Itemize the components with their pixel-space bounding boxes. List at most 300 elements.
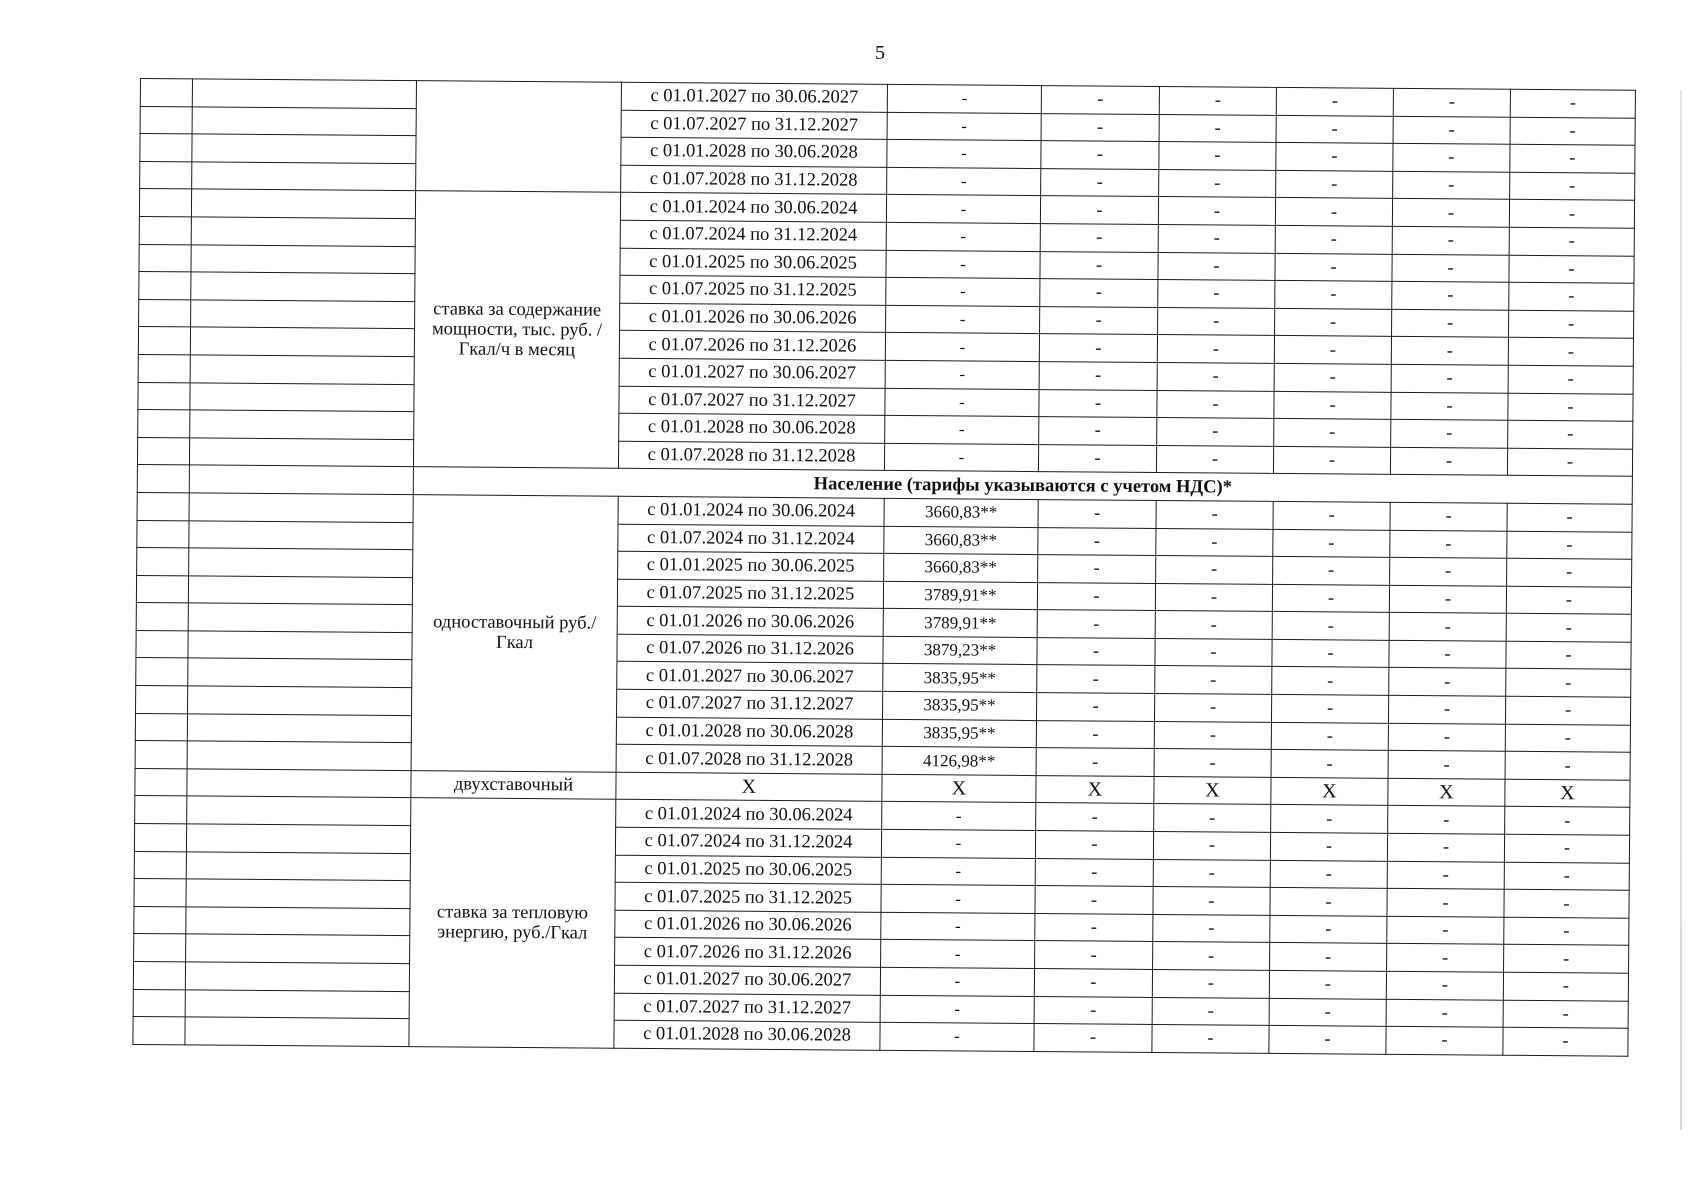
organization-cell — [188, 631, 412, 660]
organization-cell — [190, 410, 414, 439]
period-cell: с 01.07.2024 по 31.12.2024 — [618, 524, 884, 554]
period-cell: с 01.01.2024 по 30.06.2024 — [618, 496, 884, 526]
organization-cell — [192, 162, 416, 191]
dash-cell: - — [1270, 943, 1387, 972]
dash-cell: - — [1272, 667, 1389, 696]
dash-cell: - — [1505, 807, 1630, 836]
group-label-continued — [416, 81, 622, 193]
period-cell: с 01.07.2027 по 31.12.2027 — [616, 689, 882, 719]
organization-cell — [192, 134, 416, 163]
x-mark-cell: X — [616, 772, 882, 802]
dash-cell: - — [1041, 113, 1159, 142]
dash-cell: - — [1504, 862, 1629, 891]
period-cell: с 01.01.2024 по 30.06.2024 — [616, 800, 882, 830]
dash-cell: - — [1272, 639, 1389, 668]
organization-cell — [185, 989, 409, 1018]
row-number-cell — [140, 79, 192, 107]
dash-cell: - — [1040, 251, 1158, 280]
page-number: 5 — [875, 42, 885, 64]
dash-cell: - — [1158, 280, 1275, 309]
dash-cell: - — [1272, 612, 1389, 641]
dash-cell: - — [1388, 751, 1505, 780]
dash-cell: - — [1388, 723, 1505, 752]
dash-cell: - — [1504, 834, 1629, 863]
period-cell: с 01.01.2027 по 30.06.2027 — [619, 358, 885, 388]
period-cell: с 01.01.2028 по 30.06.2028 — [614, 1020, 880, 1050]
dash-cell: - — [1035, 831, 1153, 860]
value-cell: 3660,83** — [884, 526, 1038, 555]
value-cell: 3835,95** — [882, 691, 1036, 720]
row-number-cell — [135, 713, 187, 741]
dash-cell: - — [1154, 721, 1271, 750]
dash-cell: - — [1274, 336, 1391, 365]
dash-cell: - — [1503, 1000, 1628, 1029]
row-number-cell — [137, 520, 189, 548]
dash-cell: - — [1388, 806, 1505, 835]
organization-cell — [190, 382, 414, 411]
dash-cell: - — [1155, 666, 1272, 695]
value-cell: - — [881, 829, 1035, 858]
value-cell: - — [886, 250, 1040, 279]
dash-cell: - — [1275, 253, 1392, 282]
value-cell: 3789,91** — [883, 609, 1037, 638]
dash-cell: - — [1153, 887, 1270, 916]
dash-cell: - — [1509, 227, 1634, 256]
value-cell: - — [880, 995, 1034, 1024]
value-cell: 3835,95** — [883, 664, 1037, 693]
row-number-cell — [133, 961, 185, 989]
value-cell: 3660,83** — [884, 498, 1038, 527]
dash-cell: - — [1387, 833, 1504, 862]
dash-cell: - — [1036, 748, 1154, 777]
value-cell: - — [881, 912, 1035, 941]
period-cell: с 01.01.2025 по 30.06.2025 — [615, 855, 881, 885]
dash-cell: - — [1273, 501, 1390, 530]
dash-cell: - — [1156, 500, 1273, 529]
dash-cell: - — [1157, 362, 1274, 391]
dash-cell: - — [1270, 888, 1387, 917]
dash-cell: - — [1505, 696, 1630, 725]
group-label-heat-energy: ставка за тепловую энергию, руб./Гкал — [409, 798, 616, 1048]
value-cell: - — [887, 167, 1041, 196]
dash-cell: - — [1159, 87, 1276, 116]
dash-cell: - — [1276, 87, 1393, 116]
dash-cell: - — [1269, 970, 1386, 999]
row-number-cell — [140, 134, 192, 162]
dash-cell: - — [1039, 334, 1157, 363]
dash-cell: - — [1034, 969, 1152, 998]
value-cell: - — [886, 278, 1040, 307]
dash-cell: - — [1041, 141, 1159, 170]
organization-cell — [189, 438, 413, 467]
organization-cell — [188, 576, 412, 605]
row-number-cell — [134, 824, 186, 852]
period-cell: с 01.01.2026 по 30.06.2026 — [615, 910, 881, 940]
value-cell: 3835,95** — [882, 719, 1036, 748]
dash-cell: - — [1271, 805, 1388, 834]
dash-cell: - — [1507, 503, 1632, 532]
dash-cell: - — [1156, 528, 1273, 557]
organization-cell — [190, 327, 414, 356]
period-cell: с 01.01.2027 по 30.06.2027 — [621, 82, 887, 112]
dash-cell: - — [1507, 448, 1632, 477]
dash-cell: - — [1389, 585, 1506, 614]
organization-cell — [187, 714, 411, 743]
period-cell: с 01.01.2028 по 30.06.2028 — [616, 717, 882, 747]
group-label-two-rate: двухставочный — [411, 770, 616, 799]
dash-cell: - — [1039, 362, 1157, 391]
period-cell: с 01.01.2024 по 30.06.2024 — [620, 193, 886, 223]
dash-cell: - — [1152, 1025, 1269, 1054]
row-number-cell — [140, 161, 192, 189]
x-mark-cell: X — [882, 774, 1036, 803]
row-number-cell — [139, 244, 191, 272]
row-number-cell — [134, 906, 186, 934]
value-cell: - — [880, 967, 1034, 996]
dash-cell: - — [1391, 364, 1508, 393]
organization-cell — [189, 465, 413, 494]
dash-cell: - — [1156, 556, 1273, 585]
value-cell: 4126,98** — [882, 747, 1036, 776]
dash-cell: - — [1390, 557, 1507, 586]
dash-cell: - — [1155, 638, 1272, 667]
dash-cell: - — [1507, 558, 1632, 587]
organization-cell — [191, 217, 415, 246]
dash-cell: - — [1153, 832, 1270, 861]
dash-cell: - — [1274, 419, 1391, 448]
dash-cell: - — [1273, 446, 1390, 475]
row-number-cell — [135, 768, 187, 796]
row-number-cell — [137, 465, 189, 493]
x-mark-cell: X — [1036, 775, 1154, 804]
value-cell: - — [886, 305, 1040, 334]
row-number-cell — [139, 216, 191, 244]
x-mark-cell: X — [1388, 778, 1505, 807]
dash-cell: - — [1041, 168, 1159, 197]
organization-cell — [190, 355, 414, 384]
period-cell: с 01.07.2028 по 31.12.2028 — [616, 745, 882, 775]
dash-cell: - — [1505, 724, 1630, 753]
dash-cell: - — [1271, 722, 1388, 751]
organization-cell — [187, 796, 411, 825]
organization-cell — [192, 79, 416, 108]
period-cell: с 01.07.2027 по 31.12.2027 — [619, 386, 885, 416]
dash-cell: - — [1158, 224, 1275, 253]
dash-cell: - — [1390, 447, 1507, 476]
dash-cell: - — [1155, 611, 1272, 640]
dash-cell: - — [1391, 419, 1508, 448]
organization-cell — [186, 879, 410, 908]
row-number-cell — [138, 382, 190, 410]
row-number-cell — [139, 299, 191, 327]
dash-cell: - — [1391, 337, 1508, 366]
dash-cell: - — [1386, 1027, 1503, 1056]
dash-cell: - — [1274, 363, 1391, 392]
dash-cell: - — [1037, 665, 1155, 694]
organization-cell — [189, 548, 413, 577]
row-number-cell — [137, 548, 189, 576]
value-cell: - — [887, 112, 1041, 141]
dash-cell: - — [1037, 582, 1155, 611]
value-cell: - — [885, 333, 1039, 362]
dash-cell: - — [1386, 999, 1503, 1028]
dash-cell: - — [1275, 225, 1392, 254]
dash-cell: - — [1035, 941, 1153, 970]
period-cell: с 01.07.2028 по 31.12.2028 — [621, 165, 887, 195]
row-number-cell — [136, 658, 188, 686]
scan-binding-edge — [1680, 90, 1682, 1130]
dash-cell: - — [1158, 197, 1275, 226]
organization-cell — [186, 852, 410, 881]
dash-cell: - — [1037, 637, 1155, 666]
dash-cell: - — [1509, 310, 1634, 339]
period-cell: с 01.07.2027 по 31.12.2027 — [621, 110, 887, 140]
section-header: Население (тарифы указываются с учетом НДС)* — [413, 467, 1632, 504]
dash-cell: - — [1276, 143, 1393, 172]
period-cell: с 01.07.2028 по 31.12.2028 — [618, 441, 884, 471]
row-number-cell — [136, 603, 188, 631]
dash-cell: - — [1036, 803, 1154, 832]
organization-cell — [186, 907, 410, 936]
dash-cell: - — [1270, 832, 1387, 861]
dash-cell: - — [1393, 88, 1510, 117]
dash-cell: - — [1036, 693, 1154, 722]
row-number-cell — [138, 410, 190, 438]
dash-cell: - — [1039, 389, 1157, 418]
dash-cell: - — [1387, 889, 1504, 918]
row-number-cell — [134, 851, 186, 879]
dash-cell: - — [1393, 171, 1510, 200]
dash-cell: - — [1276, 115, 1393, 144]
dash-cell: - — [1508, 420, 1633, 449]
dash-cell: - — [1274, 391, 1391, 420]
row-number-cell — [138, 327, 190, 355]
value-cell: 3879,23** — [883, 636, 1037, 665]
dash-cell: - — [1390, 502, 1507, 531]
row-number-cell — [135, 796, 187, 824]
dash-cell: - — [1157, 390, 1274, 419]
dash-cell: - — [1270, 915, 1387, 944]
dash-cell: - — [1034, 996, 1152, 1025]
period-cell: с 01.07.2025 по 31.12.2025 — [615, 882, 881, 912]
dash-cell: - — [1506, 614, 1631, 643]
x-mark-cell: X — [1271, 777, 1388, 806]
period-cell: с 01.07.2026 по 31.12.2026 — [617, 634, 883, 664]
dash-cell: - — [1157, 418, 1274, 447]
dash-cell: - — [1154, 749, 1271, 778]
dash-cell: - — [1038, 555, 1156, 584]
dash-cell: - — [1159, 142, 1276, 171]
dash-cell: - — [1035, 858, 1153, 887]
dash-cell: - — [1388, 695, 1505, 724]
dash-cell: - — [1040, 306, 1158, 335]
dash-cell: - — [1508, 365, 1633, 394]
group-label-single-rate: одноставочный руб./Гкал — [411, 495, 618, 773]
value-cell: - — [886, 222, 1040, 251]
dash-cell: - — [1040, 224, 1158, 253]
row-number-cell — [133, 989, 185, 1017]
dash-cell: - — [1387, 861, 1504, 890]
period-cell: с 01.01.2025 по 30.06.2025 — [618, 551, 884, 581]
dash-cell: - — [1510, 144, 1635, 173]
row-number-cell — [136, 575, 188, 603]
row-number-cell — [138, 354, 190, 382]
organization-cell — [187, 741, 411, 770]
dash-cell: - — [1387, 944, 1504, 973]
row-number-cell — [137, 492, 189, 520]
period-cell: с 01.01.2025 по 30.06.2025 — [620, 248, 886, 278]
row-number-cell — [139, 272, 191, 300]
dash-cell: - — [1035, 913, 1153, 942]
dash-cell: - — [1159, 114, 1276, 143]
dash-cell: - — [1276, 170, 1393, 199]
dash-cell: - — [1158, 307, 1275, 336]
dash-cell: - — [1271, 750, 1388, 779]
dash-cell: - — [1509, 282, 1634, 311]
organization-cell — [187, 769, 411, 798]
period-cell: с 01.07.2024 по 31.12.2024 — [615, 827, 881, 857]
period-cell: с 01.07.2025 по 31.12.2025 — [620, 275, 886, 305]
dash-cell: - — [1506, 669, 1631, 698]
period-cell: с 01.01.2028 по 30.06.2028 — [619, 413, 885, 443]
group-label-capacity: ставка за содержание мощности, тыс. руб. /Гкал/ч в месяц — [413, 191, 620, 469]
dash-cell: - — [1393, 116, 1510, 145]
organization-cell — [185, 962, 409, 991]
dash-cell: - — [1390, 530, 1507, 559]
dash-cell: - — [1275, 281, 1392, 310]
dash-cell: - — [1035, 886, 1153, 915]
period-cell: с 01.07.2025 по 31.12.2025 — [617, 579, 883, 609]
dash-cell: - — [1153, 914, 1270, 943]
dash-cell: - — [1040, 279, 1158, 308]
x-mark-cell: X — [1505, 779, 1630, 808]
organization-cell — [189, 493, 413, 522]
row-number-cell — [140, 106, 192, 134]
tariff-table — [132, 78, 1636, 1057]
dash-cell: - — [1508, 393, 1633, 422]
organization-cell — [185, 1017, 409, 1046]
row-number-cell — [136, 686, 188, 714]
dash-cell: - — [1269, 1026, 1386, 1055]
dash-cell: - — [1156, 445, 1273, 474]
row-number-cell — [135, 741, 187, 769]
period-cell: с 01.01.2026 по 30.06.2026 — [617, 607, 883, 637]
dash-cell: - — [1270, 860, 1387, 889]
dash-cell: - — [1152, 969, 1269, 998]
x-mark-cell: X — [1154, 776, 1271, 805]
organization-cell — [191, 300, 415, 329]
dash-cell: - — [1504, 945, 1629, 974]
dash-cell: - — [1510, 89, 1635, 118]
dash-cell: - — [1158, 252, 1275, 281]
dash-cell: - — [1508, 338, 1633, 367]
dash-cell: - — [1392, 281, 1509, 310]
period-cell: с 01.01.2026 по 30.06.2026 — [620, 303, 886, 333]
dash-cell: - — [1510, 172, 1635, 201]
dash-cell: - — [1153, 859, 1270, 888]
value-cell: - — [882, 802, 1036, 831]
value-cell: - — [885, 360, 1039, 389]
dash-cell: - — [1387, 916, 1504, 945]
dash-cell: - — [1159, 169, 1276, 198]
dash-cell: - — [1505, 751, 1630, 780]
value-cell: - — [880, 1023, 1034, 1052]
dash-cell: - — [1506, 641, 1631, 670]
dash-cell: - — [1041, 86, 1159, 115]
dash-cell: - — [1389, 640, 1506, 669]
dash-cell: - — [1389, 668, 1506, 697]
dash-cell: - — [1392, 254, 1509, 283]
dash-cell: - — [1392, 226, 1509, 255]
value-cell: - — [886, 195, 1040, 224]
dash-cell: - — [1273, 529, 1390, 558]
period-cell: с 01.01.2027 по 30.06.2027 — [614, 965, 880, 995]
dash-cell: - — [1275, 198, 1392, 227]
period-cell: с 01.01.2028 по 30.06.2028 — [621, 137, 887, 167]
period-cell: с 01.07.2026 по 31.12.2026 — [615, 938, 881, 968]
row-number-cell — [133, 1017, 185, 1045]
value-cell: - — [885, 388, 1039, 417]
dash-cell: - — [1506, 586, 1631, 615]
dash-cell: - — [1037, 610, 1155, 639]
period-cell: с 01.01.2027 по 30.06.2027 — [617, 662, 883, 692]
organization-cell — [192, 107, 416, 136]
dash-cell: - — [1153, 942, 1270, 971]
row-number-cell — [139, 189, 191, 217]
dash-cell: - — [1038, 527, 1156, 556]
dash-cell: - — [1503, 1027, 1628, 1056]
row-number-cell — [134, 879, 186, 907]
organization-cell — [188, 658, 412, 687]
organization-cell — [191, 244, 415, 273]
value-cell: - — [887, 140, 1041, 169]
dash-cell: - — [1157, 335, 1274, 364]
value-cell: - — [884, 443, 1038, 472]
dash-cell: - — [1154, 694, 1271, 723]
dash-cell: - — [1269, 998, 1386, 1027]
value-cell: - — [881, 857, 1035, 886]
value-cell: - — [885, 415, 1039, 444]
dash-cell: - — [1504, 889, 1629, 918]
dash-cell: - — [1392, 309, 1509, 338]
row-number-cell — [134, 934, 186, 962]
dash-cell: - — [1271, 694, 1388, 723]
dash-cell: - — [1504, 917, 1629, 946]
value-cell: - — [881, 940, 1035, 969]
dash-cell: - — [1272, 584, 1389, 613]
dash-cell: - — [1393, 144, 1510, 173]
organization-cell — [189, 520, 413, 549]
dash-cell: - — [1510, 117, 1635, 146]
dash-cell: - — [1273, 557, 1390, 586]
organization-cell — [191, 272, 415, 301]
dash-cell: - — [1509, 255, 1634, 284]
value-cell: 3789,91** — [883, 581, 1037, 610]
period-cell: с 01.07.2024 по 31.12.2024 — [620, 220, 886, 250]
dash-cell: - — [1503, 972, 1628, 1001]
dash-cell: - — [1507, 531, 1632, 560]
dash-cell: - — [1509, 200, 1634, 229]
value-cell: - — [887, 84, 1041, 113]
dash-cell: - — [1154, 804, 1271, 833]
dash-cell: - — [1038, 444, 1156, 473]
period-cell: с 01.07.2027 по 31.12.2027 — [614, 993, 880, 1023]
organization-cell — [186, 824, 410, 853]
dash-cell: - — [1036, 720, 1154, 749]
dash-cell: - — [1391, 392, 1508, 421]
period-cell: с 01.07.2026 по 31.12.2026 — [619, 331, 885, 361]
dash-cell: - — [1386, 971, 1503, 1000]
